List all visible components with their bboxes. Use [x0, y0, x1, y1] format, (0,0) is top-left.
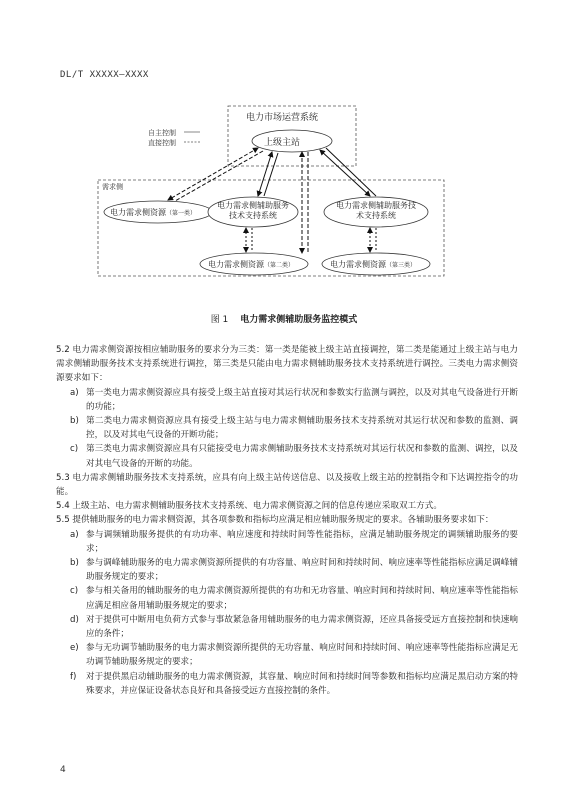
resource-type1-name: 电力需求侧资源	[110, 208, 166, 217]
resource-type1-label	[110, 207, 196, 218]
clause-5-2: 5.2 电力需求侧资源按相应辅助服务的要求分为三类：第一类是能被上级主站直接调控，第二类是能通过上级主站与电力需求侧辅助服务技术支持系统进行调控，第三类是只能由电力需求侧辅助服务技术支持系统进行调控。三类电力需求侧资源要求如下：	[56, 345, 518, 384]
item-text: 参与调频辅助服务提供的有功功率、响应速度和持续时间等性能指标，应满足辅助服务规定的调频辅助服务的要求；	[86, 529, 518, 554]
resource-type1-tag: （第一类）	[166, 210, 197, 217]
caption-title: 电力需求侧辅助服务监控模式	[240, 315, 358, 325]
clause-5-5-b	[56, 556, 518, 584]
resource-type3-name: 电力需求侧资源	[330, 260, 386, 269]
legend-direct-label: 自主控制	[148, 129, 176, 137]
item-text: 对于提供黑启动辅助服务的电力需求侧资源，其容量、响应时间和持续时间等参数和指标均应满足黑启动方案的特殊要求，并应保证设备状态良好和具备接受远方直接控制的条件。	[86, 671, 518, 696]
body-text	[56, 343, 518, 698]
item-text: 参与无功调节辅助服务的电力需求侧资源所提供的无功容量、响应时间和持续时间、响应速率等性能指标应满足无功调节辅助服务规定的要求；	[86, 643, 518, 668]
legend-indirect-label: 直接控制	[148, 139, 176, 147]
page-number: 4	[60, 765, 66, 775]
clause-5-2-a	[56, 386, 518, 414]
clause-5-5-e	[56, 641, 518, 669]
item-mark: a)	[70, 387, 79, 398]
item-mark: c)	[70, 586, 79, 597]
market-system-title: 电力市场运营系统	[246, 113, 319, 123]
item-mark: b)	[70, 558, 79, 569]
item-mark: a)	[70, 529, 79, 540]
platform-right-label	[330, 201, 422, 221]
document-code: DL/T XXXXX—XXXX	[60, 70, 149, 80]
item-mark: d)	[70, 614, 79, 625]
platform-left-line1: 电力需求侧辅助服务	[217, 201, 289, 210]
resource-type2-name: 电力需求侧资源	[208, 260, 264, 269]
caption-number: 图 1	[210, 315, 229, 325]
clause-5-5-a	[56, 528, 518, 556]
item-mark: c)	[70, 444, 79, 455]
clause-5-3: 5.3 电力需求侧辅助服务技术支持系统，应具有向上级主站传送信息、以及接收上级主站的控制指令和下达调控指令的功能。	[56, 472, 518, 498]
item-text: 参与相关备用的辅助服务的电力需求侧资源所提供的有功和无功容量、响应时间和持续时间、响应速率等性能指标应满足相应备用辅助服务规定的要求；	[86, 586, 518, 611]
demand-side-label: 需求侧	[102, 183, 123, 191]
clause-5-4: 5.4 上级主站、电力需求侧辅助服务技术支持系统、电力需求侧资源之间的信息传递应采取双工方式。	[56, 501, 442, 512]
resource-type3-tag: （第三类）	[386, 262, 417, 269]
item-mark: e)	[70, 643, 79, 654]
resource-type2-tag: （第二类）	[264, 262, 295, 269]
figure-caption	[0, 312, 568, 325]
platform-left-label	[213, 201, 293, 221]
clause-5-2-c	[56, 442, 518, 470]
clause-5-5-d	[56, 613, 518, 641]
item-text: 参与调峰辅助服务的电力需求侧资源所提供的有功容量、响应时间和持续时间、响应速率等性能指标应满足调峰辅助服务规定的要求；	[86, 558, 518, 583]
item-text: 第二类电力需求侧资源应具有接受上级主站与电力需求侧辅助服务技术支持系统对其运行状况和参数的监测、调控，以及对其电气设备的开断功能；	[86, 416, 518, 441]
resource-type3-label	[330, 259, 416, 270]
top-station-label: 上级主站	[264, 138, 301, 148]
platform-right-line1: 电力需求侧辅助服务技	[336, 201, 416, 210]
clause-5-5-f	[56, 670, 518, 698]
clause-5-5: 5.5 提供辅助服务的电力需求侧资源，其各项参数和指标均应满足相应辅助服务规定的要求。各辅助服务要求如下：	[56, 515, 494, 526]
item-mark: b)	[70, 416, 79, 427]
item-text: 第三类电力需求侧资源应具有只能接受电力需求侧辅助服务技术支持系统对其运行状况和参数的监测、调控，以及对其电气设备的开断的功能。	[86, 444, 518, 469]
resource-type2-label	[208, 259, 294, 270]
clause-5-2-b	[56, 414, 518, 442]
item-text: 第一类电力需求侧资源应具有接受上级主站直接对其运行状况和参数实行监测与调控，以及对其电气设备进行开断的功能；	[86, 387, 518, 412]
item-text: 对于提供可中断用电负荷方式参与事故紧急备用辅助服务的电力需求侧资源，还应具备接受远方直接控制和快速响应的条件；	[86, 614, 518, 640]
item-mark: f)	[70, 671, 77, 682]
platform-right-line2: 术支持系统	[356, 211, 396, 220]
clause-5-5-c	[56, 584, 518, 612]
platform-left-line2: 技术支持系统	[229, 211, 277, 220]
monitoring-diagram	[40, 88, 540, 308]
